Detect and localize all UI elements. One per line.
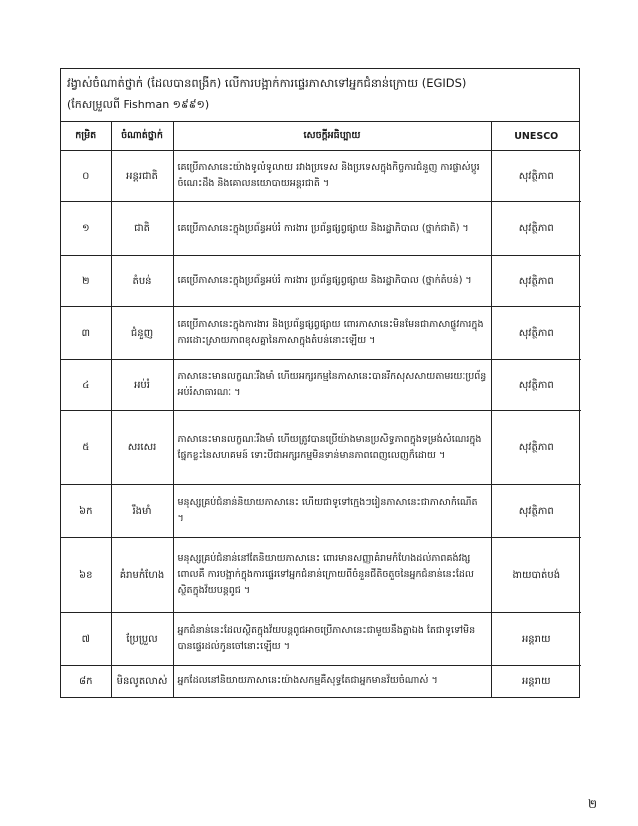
header-description: សេចក្ដីអធិប្បាយ bbox=[173, 122, 491, 151]
row-description: អ្នកដែលនៅនិយាយភាសានេះយ៉ាងសកម្មគឺសុទ្ធតែជាអ្នកមានវ័យចំណាស់ ។ bbox=[173, 666, 491, 697]
row-name: តំបន់ bbox=[111, 256, 173, 307]
row-unesco: សុវត្ថិភាព bbox=[491, 307, 581, 360]
row-unesco: សុវត្ថិភាព bbox=[491, 485, 581, 538]
row-description: ភាសានេះមានលក្ខណៈរឹងមាំ ហើយអក្សរកម្មនៃភាសានេះបានរីកសុសសាយតាមរយៈប្រព័ន្ធអប់រំសាធារណៈ ។ bbox=[173, 360, 491, 411]
row-level: ៨ក bbox=[61, 666, 111, 697]
row-name: ជាតិ bbox=[111, 202, 173, 256]
row-unesco: សុវត្ថិភាព bbox=[491, 360, 581, 411]
row-description: មនុស្សគ្រប់ជំនាន់នៅតែនិយាយភាសានេះ ពោរមានសញ្ញាគំរាមកំហែងដល់ភាពគង់វង្ស ពោលគឺ ការបង្អាក់ក្នុងការផ្ទេរទៅអ្នកជំនាន់ក្រោយពីចំនួនជីតិចតួចនៃអ្នកជំនាន់នេះដែលស្ថិតក្នុងវ័យបន្តពូជ ។ bbox=[173, 538, 491, 613]
row-level: ១ bbox=[61, 202, 111, 256]
page-number: ២ bbox=[588, 797, 598, 811]
table-row bbox=[61, 666, 581, 697]
row-name: អប់រំ bbox=[111, 360, 173, 411]
table-row bbox=[61, 256, 581, 307]
egids-table bbox=[61, 122, 581, 697]
table-row bbox=[61, 151, 581, 202]
row-level: ៦ខ bbox=[61, 538, 111, 613]
row-description: គេប្រើភាសានេះយ៉ាងទូលំទូលាយ រវាងប្រទេស និងប្រទេសក្នុងកិច្ចការជំនួញ ការផ្លាស់ប្ដូរចំណេះដឹង និងគោលនយោបាយអន្តរជាតិ ។ bbox=[173, 151, 491, 202]
row-name: ជំនួញ bbox=[111, 307, 173, 360]
table-row bbox=[61, 538, 581, 613]
row-description: គេប្រើភាសានេះក្នុងប្រព័ន្ធអប់រំ ការងារ ប្រព័ន្ធផ្សព្វផ្សាយ និងរដ្ឋាភិបាល (ថ្នាក់ជាតិ) ។ bbox=[173, 202, 491, 256]
table-caption bbox=[61, 69, 579, 122]
row-level: ៥ bbox=[61, 411, 111, 485]
document-frame bbox=[60, 68, 580, 698]
row-name: អន្តរជាតិ bbox=[111, 151, 173, 202]
row-name: ប្រែប្រួល bbox=[111, 613, 173, 666]
header-level: កម្រិត bbox=[61, 122, 111, 151]
row-level: ៦ក bbox=[61, 485, 111, 538]
row-unesco: សុវត្ថិភាព bbox=[491, 202, 581, 256]
header-name: ចំណាត់ថ្នាក់ bbox=[111, 122, 173, 151]
table-row bbox=[61, 411, 581, 485]
row-unesco: ងាយបាត់បង់ bbox=[491, 538, 581, 613]
row-unesco: អន្តរាយ bbox=[491, 613, 581, 666]
row-description: មនុស្សគ្រប់ជំនាន់និយាយភាសានេះ ហើយជាទូទៅក្មេងៗរៀនភាសានេះជាភាសាកំណើត ។ bbox=[173, 485, 491, 538]
row-name: គំរាមកំហែង bbox=[111, 538, 173, 613]
table-row bbox=[61, 360, 581, 411]
caption-title: វង្វាស់ចំណាត់ថ្នាក់ (ដែលបានពង្រីក) លើការបង្អាក់ការផ្ទេរភាសាទៅអ្នកជំនាន់ក្រោយ (EGIDS) bbox=[67, 76, 467, 90]
row-description: ភាសានេះមានលក្ខណៈរឹងមាំ ហើយត្រូវបានប្រើយ៉ាងមានប្រសិទ្ធភាពក្នុងទម្រង់សំណេរក្នុងផ្នែកខ្លះនៃសហគមន៍ ទោះបីជាអក្សរកម្មមិនទាន់មានភាពពេញលេញក៏ដោយ ។ bbox=[173, 411, 491, 485]
row-name: សរសេរ bbox=[111, 411, 173, 485]
row-level: ៣ bbox=[61, 307, 111, 360]
row-level: ៤ bbox=[61, 360, 111, 411]
table-row bbox=[61, 613, 581, 666]
table-row bbox=[61, 202, 581, 256]
row-level: ០ bbox=[61, 151, 111, 202]
row-level: ៧ bbox=[61, 613, 111, 666]
header-unesco: UNESCO bbox=[491, 122, 581, 151]
table-row bbox=[61, 485, 581, 538]
row-description: គេប្រើភាសានេះក្នុងការងារ និងប្រព័ន្ធផ្សព្វផ្សាយ ពោរភាសានេះមិនមែនជាភាសាផ្លូវការក្នុងការដោះស្រាយភាពខុសគ្នានៃភាសាក្នុងតំបន់នោះឡើយ ។ bbox=[173, 307, 491, 360]
row-unesco: សុវត្ថិភាព bbox=[491, 151, 581, 202]
row-name: រឹងមាំ bbox=[111, 485, 173, 538]
row-description: អ្នកជំនាន់នេះដែលស្ថិតក្នុងវ័យបន្តពូជអាចប្រើភាសានេះជាមួយនឹងគ្នាឯង តែជាទូទៅមិនបានផ្ទេរដល់កូនចៅនោះឡើយ ។ bbox=[173, 613, 491, 666]
row-unesco: អន្តរាយ bbox=[491, 666, 581, 697]
row-unesco: សុវត្ថិភាព bbox=[491, 256, 581, 307]
caption-source: (កែសម្រួលពី Fishman ១៩៩១) bbox=[67, 98, 210, 111]
table-row bbox=[61, 307, 581, 360]
row-unesco: សុវត្ថិភាព bbox=[491, 411, 581, 485]
row-name: មិនលូតលាស់ bbox=[111, 666, 173, 697]
row-level: ២ bbox=[61, 256, 111, 307]
row-description: គេប្រើភាសានេះក្នុងប្រព័ន្ធអប់រំ ការងារ ប្រព័ន្ធផ្សព្វផ្សាយ និងរដ្ឋាភិបាល (ថ្នាក់តំបន់) ។ bbox=[173, 256, 491, 307]
table-header-row bbox=[61, 122, 581, 151]
